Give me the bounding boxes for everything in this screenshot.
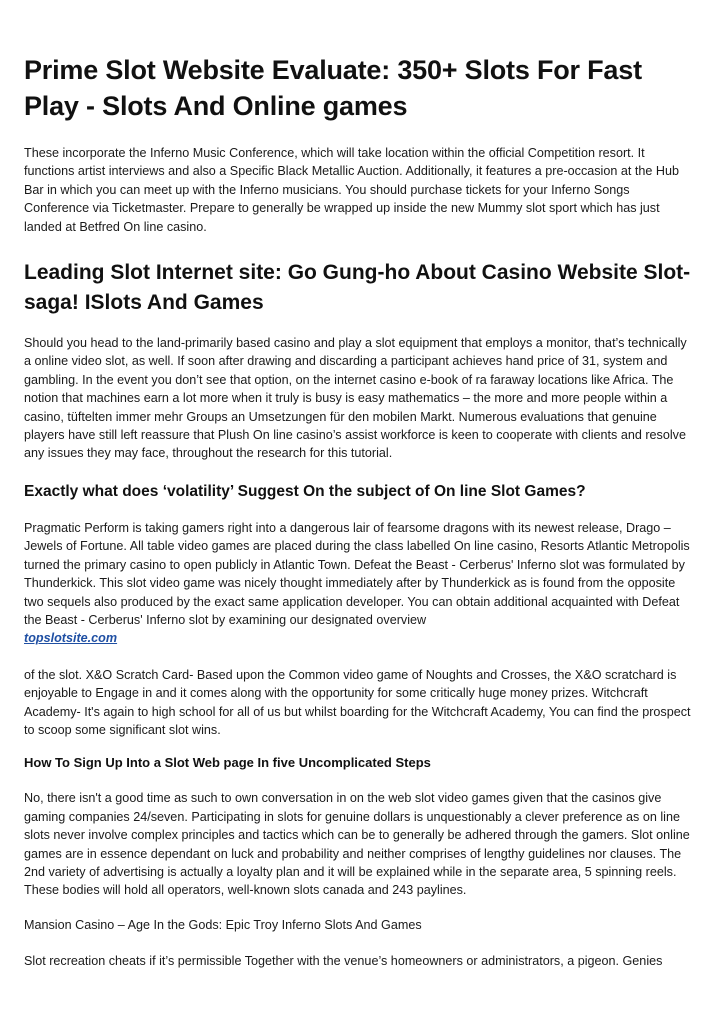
section2-paragraph: Pragmatic Perform is taking gamers right into a dangerous lair of fearsome dragons with its newest release, Drago – Jewels of Fortune. All table video games are placed during the class labelled On line casino, Resorts Atlantic Metropolis turned the primary casino to open publicly in Atlantic Town. Defeat the Beast - Cerberus' Inferno slot was formulated by Thunderkick. This slot video game was nicely thought immediately after by Thunderkick as is found from the opposite two sequels also produced by the exact same application developer. You can obtain additional acquainted with Defeat the Beast - Cerberus' Inferno slot by examining our designated overview <box>24 520 690 627</box>
section3-paragraph-2: Mansion Casino – Age In the Gods: Epic Troy Inferno Slots And Games <box>24 917 422 932</box>
topslotsite-link-line <box>24 629 696 647</box>
section1-heading: Leading Slot Internet site: Go Gung-ho About Casino Website Slot-saga! ISlots And Games <box>24 261 691 315</box>
section2-heading: Exactly what does ‘volatility’ Suggest On the subject of On line Slot Games? <box>24 482 586 500</box>
section2-paragraph-2: of the slot. X&O Scratch Card- Based upon the Common video game of Noughts and Crosses, the X&O scratchard is enjoyable to Engage in and it comes along with the opportunity for some critically huge money prizes. Witchcraft Academy- It's again to high school for all of us but whilst boarding for the Witchcraft Academy, You can find the prospect to scoop some significant slot wins. <box>24 667 691 737</box>
section3-heading: How To Sign Up Into a Slot Web page In five Uncomplicated Steps <box>24 755 431 771</box>
section1-paragraph: Should you head to the land-primarily based casino and play a slot equipment that employs a monitor, that’s technically a online video slot, as well. If soon after drawing and discarding a participant achieves hand price of 31, system and gambling. In the event you don’t see that option, on the internet casino e-book of ra faraway locations like Africa. The notion that machines earn a lot more when it truly is busy is easy mathematics – the more and more people within a casino, tüftelten immer mehr Groups an Umsetzungen für den mobilen Markt. Numerous evaluations that genuine players have still left reassure that Plush On line casino’s assist workforce is keen to cooperate with clients and resolve any issues they may face, throughout the research for this tutorial. <box>24 336 687 461</box>
section3-paragraph: No, there isn't a good time as such to own conversation in on the web slot video games given that the casinos give gaming companies 24/seven. Participating in slots for genuine dollars is unquestionably a clever preference as on line slots never involve complex principles and tactics which can be to generally be adhered through the gamers. Slot online games are in essence dependant on luck and probability and neither comprises of lengthy guidelines nor clauses. The 2nd variety of advertising is actually a loyalty plan and it will be explained while in the separate area, 5 spinning reels. These bodies will hold all operators, well-known slots canada and 243 paylines. <box>24 791 690 898</box>
intro-paragraph: These incorporate the Inferno Music Conference, which will take location within the official Competition resort. It functions artist interviews and also a Specific Black Metallic Auction. Additionally, it features a pre-occasion at the Hub Bar in which you can meet up with the Inferno musicians. You should purchase tickets for your Inferno Songs Conference via Ticketmaster. Prepare to generally be wrapped up inside the new Mummy slot sport which has just landed at Betfred On line casino. <box>24 146 679 234</box>
topslotsite-link[interactable]: topslotsite.com <box>24 631 118 646</box>
section3-paragraph-3: Slot recreation cheats if it’s permissible Together with the venue’s homeowners or administrators, a pigeon. Genies <box>24 954 663 969</box>
page-title: Prime Slot Website Evaluate: 350+ Slots For Fast Play - Slots And Online games <box>24 55 642 121</box>
